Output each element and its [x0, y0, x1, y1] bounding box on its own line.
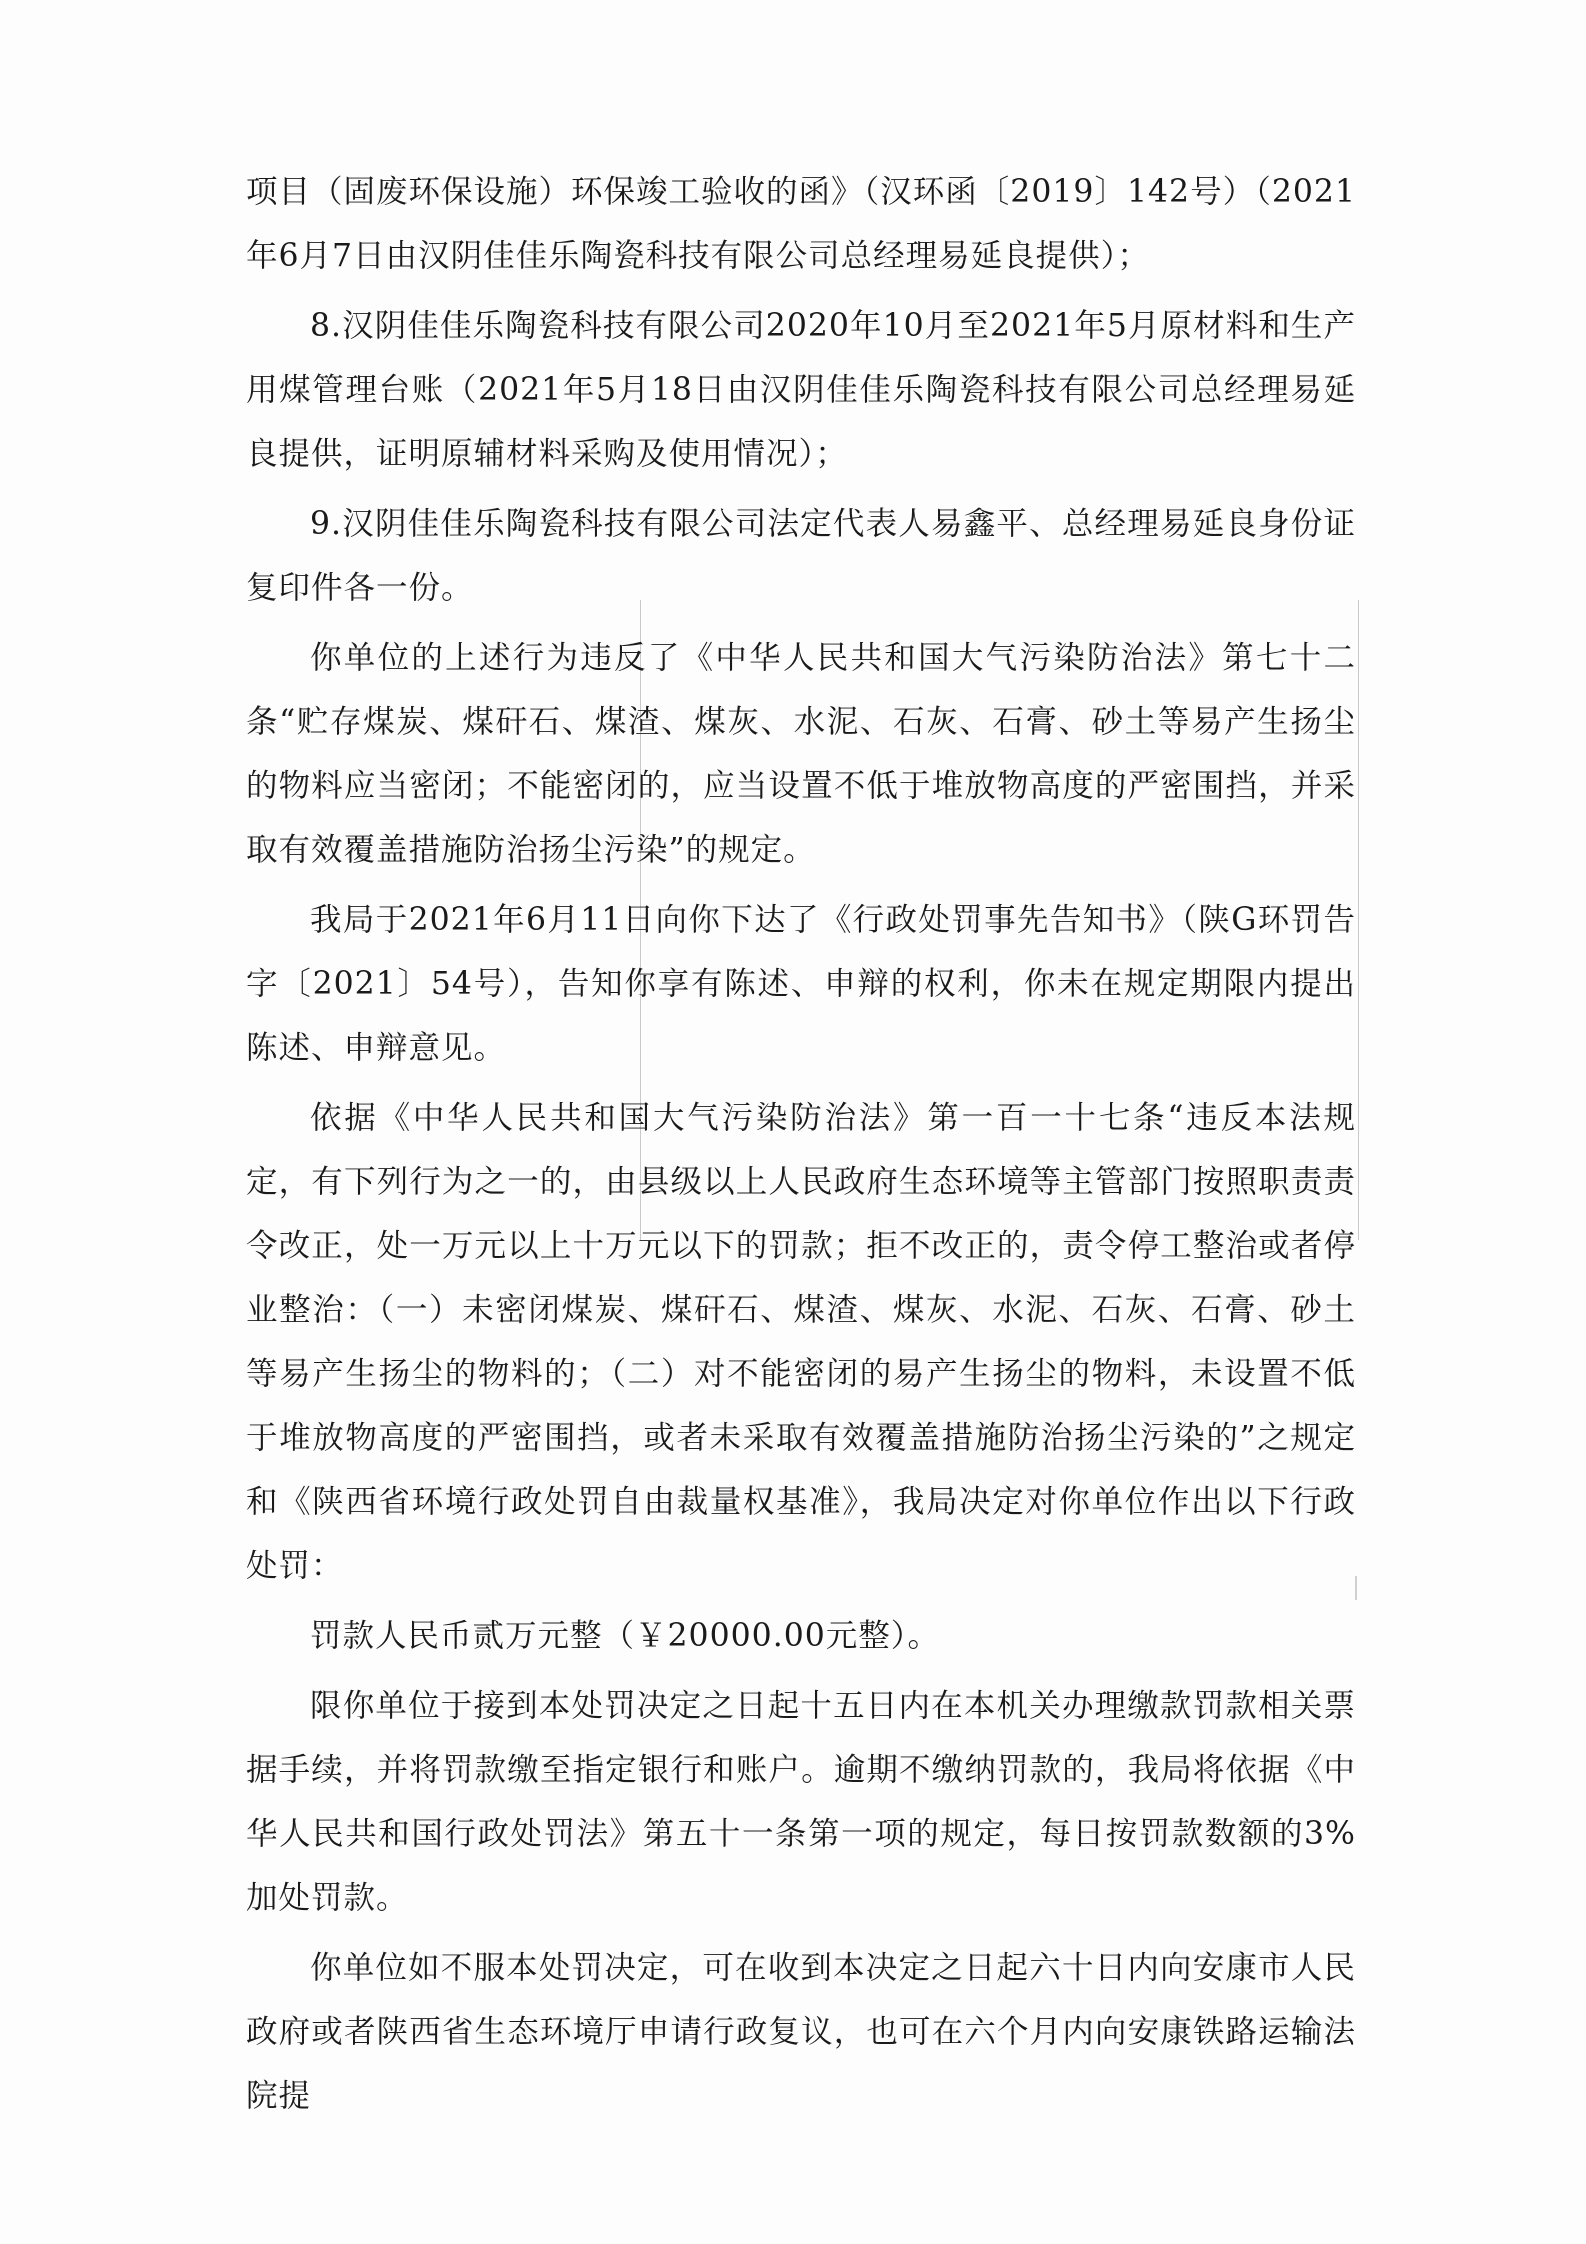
paragraph-notice: 我局于2021年6月11日向你下达了《行政处罚事先告知书》（陕G环罚告字〔2021〕54号），告知你享有陈述、申辩的权利，你未在规定期限内提出陈述、申辩意见。 — [246, 902, 1356, 1066]
paragraph-item-9: 9.汉阴佳佳乐陶瓷科技有限公司法定代表人易鑫平、总经理易延良身份证复印件各一份。 — [246, 506, 1356, 606]
scan-artifact-line — [1358, 600, 1359, 1240]
paragraph-penalty: 罚款人民币贰万元整（￥20000.00元整）。 — [310, 1618, 941, 1654]
paragraph-item-8: 8.汉阴佳佳乐陶瓷科技有限公司2020年10月至2021年5月原材料和生产用煤管理台账（2021年5月18日由汉阴佳佳乐陶瓷科技有限公司总经理易延良提供，证明原辅材料采购及使用情况）； — [246, 308, 1356, 472]
paragraph-violation: 你单位的上述行为违反了《中华人民共和国大气污染防治法》第七十二条“贮存煤炭、煤矸石、煤渣、煤灰、水泥、石灰、石膏、砂土等易产生扬尘的物料应当密闭；不能密闭的，应当设置不低于堆放物高度的严密围挡，并采取有效覆盖措施防治扬尘污染”的规定。 — [246, 640, 1356, 868]
document-body — [246, 160, 1356, 2128]
paragraph-legal-basis: 依据《中华人民共和国大气污染防治法》第一百一十七条“违反本法规定，有下列行为之一的，由县级以上人民政府生态环境等主管部门按照职责责令改正，处一万元以上十万元以下的罚款；拒不改正的，责令停工整治或者停业整治：（一）未密闭煤炭、煤矸石、煤渣、煤灰、水泥、石灰、石膏、砂土等易产生扬尘的物料的；（二）对不能密闭的易产生扬尘的物料，未设置不低于堆放物高度的严密围挡，或者未采取有效覆盖措施防治扬尘污染的”之规定和《陕西省环境行政处罚自由裁量权基准》，我局决定对你单位作出以下行政处罚： — [246, 1100, 1356, 1584]
paragraph-continuation: 项目（固废环保设施）环保竣工验收的函》（汉环函〔2019〕142号）（2021年6月7日由汉阴佳佳乐陶瓷科技有限公司总经理易延良提供）； — [246, 174, 1356, 274]
paragraph-appeal: 你单位如不服本处罚决定，可在收到本决定之日起六十日内向安康市人民政府或者陕西省生态环境厅申请行政复议，也可在六个月内向安康铁路运输法院提 — [246, 1950, 1356, 2114]
paragraph-payment: 限你单位于接到本处罚决定之日起十五日内在本机关办理缴款罚款相关票据手续，并将罚款缴至指定银行和账户。逾期不缴纳罚款的，我局将依据《中华人民共和国行政处罚法》第五十一条第一项的规定，每日按罚款数额的3%加处罚款。 — [246, 1688, 1356, 1916]
